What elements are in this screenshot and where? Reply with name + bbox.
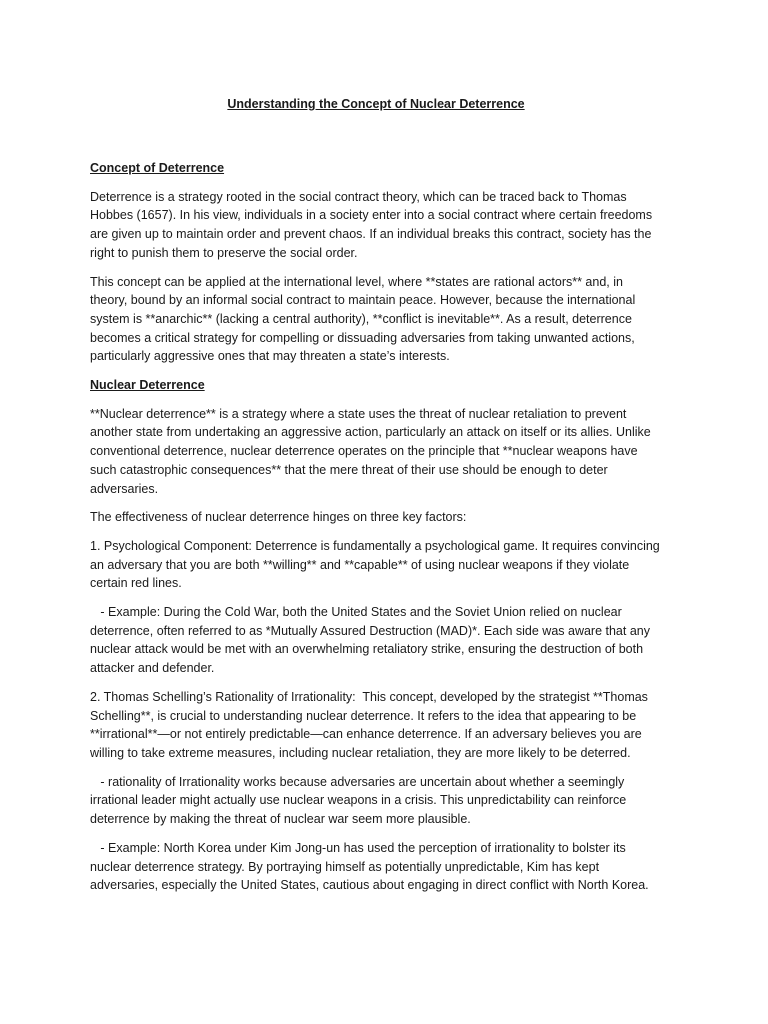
paragraph: Deterrence is a strategy rooted in the social contract theory, which can be traced back to Thomas Hobbes (1657). In his view, individuals in a society enter into a social contract where certain freedoms are given up to maintain order and prevent chaos. If an individual breaks this contract, society has the right to punish them to preserve the social order. bbox=[90, 189, 656, 260]
section-heading-concept: Concept of Deterrence bbox=[90, 161, 225, 175]
section-heading-nuclear: Nuclear Deterrence bbox=[90, 378, 205, 393]
list-subitem: - Example: During the Cold War, both the United States and the Soviet Union relied on nuclear deterrence, often referred to as *Mutually Assured Destruction (MAD)*. Each side was aware that any nuclear attack would be met with an overwhelming retaliatory strike, ensuring the destruction of both attacker and defender. bbox=[90, 605, 654, 676]
document-title: Understanding the Concept of Nuclear Deterrence bbox=[227, 97, 525, 111]
paragraph: This concept can be applied at the international level, where **states are rational actors** and, in theory, bound by an informal social contract to maintain peace. However, because the international system is **anarchic** (lacking a central authority), **conflict is inevitable**. As a result, deterrence becomes a critical strategy for compelling or dissuading adversaries from taking unwanted actions, particularly aggressive ones that may threaten a state’s interests. bbox=[90, 274, 639, 364]
paragraph: The effectiveness of nuclear deterrence hinges on three key factors: bbox=[90, 510, 467, 525]
list-item: 2. Thomas Schelling’s Rationality of Irrationality: This concept, developed by the strategist **Thomas Schelling**, is crucial to understanding nuclear deterrence. It refers to the idea that appearing to be **irrational**—or not entirely predictable—can enhance deterrence. If an adversary believes you are willing to take extreme measures, including nuclear retaliation, they are more likely to be deterred. bbox=[90, 689, 652, 760]
list-subitem: - Example: North Korea under Kim Jong-un has used the perception of irrationality to bolster its nuclear deterrence strategy. By portraying himself as potentially unpredictable, Kim has kept adversaries, especially the United States, cautious about engaging in direct conflict with North Korea. bbox=[90, 840, 649, 893]
list-item: 1. Psychological Component: Deterrence is fundamentally a psychological game. It requires convincing an adversary that you are both **willing** and **capable** of using nuclear weapons if they violate certain red lines. bbox=[90, 538, 664, 591]
paragraph: **Nuclear deterrence** is a strategy where a state uses the threat of nuclear retaliation to prevent another state from undertaking an aggressive action, particularly an attack on itself or its allies. Unlike conventional deterrence, nuclear deterrence operates on the principle that **nuclear weapons have such catastrophic consequences** that the mere threat of their use should be enough to deter adversaries. bbox=[90, 406, 655, 496]
list-subitem: - rationality of Irrationality works because adversaries are uncertain about whether a seemingly irrational leader might actually use nuclear weapons in a crisis. This unpredictability can reinforce deterrence by making the threat of nuclear war seem more plausible. bbox=[90, 774, 630, 827]
